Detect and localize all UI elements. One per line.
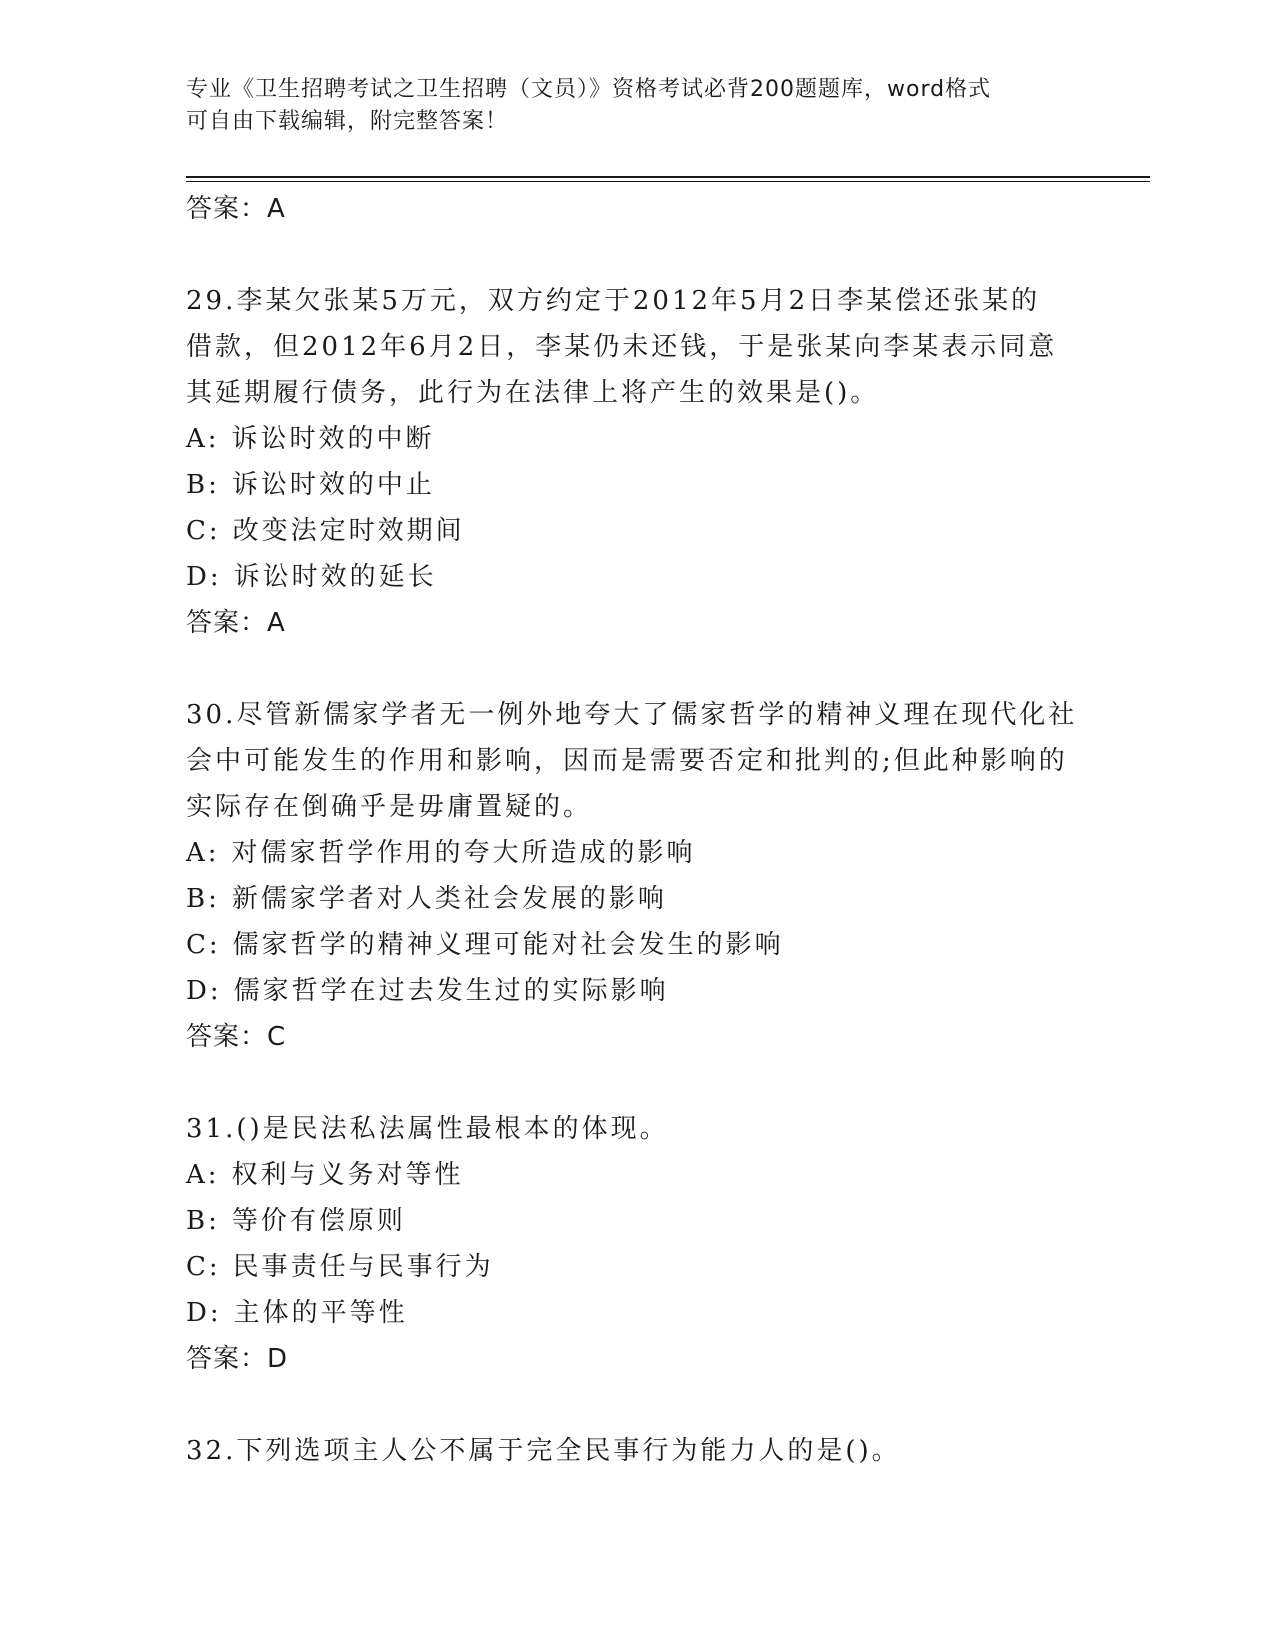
option-c bbox=[186, 1244, 1086, 1290]
question-line: 31.()是民法私法属性最根本的体现。 bbox=[186, 1114, 669, 1144]
header-line-2: 可自由下载编辑，附完整答案！ bbox=[186, 109, 509, 134]
question-line: 30.尽管新儒家学者无一例外地夸大了儒家哲学的精神义理在现代化社 bbox=[186, 700, 1078, 730]
question-text bbox=[186, 1106, 1086, 1152]
option-letter: B: bbox=[186, 470, 220, 500]
option-text: 诉讼时效的延长 bbox=[233, 562, 437, 592]
option-letter: C: bbox=[186, 516, 221, 546]
option-letter: C: bbox=[186, 1252, 221, 1282]
option-letter: A: bbox=[186, 424, 220, 454]
option-text: 改变法定时效期间 bbox=[232, 516, 465, 546]
question-line: 其延期履行债务，此行为在法律上将产生的效果是()。 bbox=[186, 378, 880, 408]
option-d bbox=[186, 968, 1086, 1014]
option-text: 儒家哲学在过去发生过的实际影响 bbox=[233, 976, 669, 1006]
question-text bbox=[186, 1428, 1086, 1474]
question-line: 会中可能发生的作用和影响，因而是需要否定和批判的;但此种影响的 bbox=[186, 746, 1068, 776]
answer-line: 答案：A bbox=[186, 608, 286, 638]
option-a bbox=[186, 1152, 1086, 1198]
option-letter: D: bbox=[186, 1298, 222, 1328]
option-letter: A: bbox=[186, 838, 220, 868]
option-d bbox=[186, 554, 1086, 600]
option-b bbox=[186, 1198, 1086, 1244]
question-text bbox=[186, 692, 1086, 830]
option-letter: D: bbox=[186, 562, 222, 592]
option-a bbox=[186, 416, 1086, 462]
answer-line: 答案：A bbox=[186, 194, 286, 224]
option-letter: A: bbox=[186, 1160, 220, 1190]
option-text: 诉讼时效的中断 bbox=[231, 424, 435, 454]
option-c bbox=[186, 508, 1086, 554]
option-text: 权利与义务对等性 bbox=[231, 1160, 464, 1190]
header-rule-thin bbox=[186, 181, 1150, 182]
document-header bbox=[186, 74, 1086, 138]
question-block-32 bbox=[186, 1428, 1086, 1474]
document-body bbox=[186, 186, 1086, 1474]
question-line: 29.李某欠张某5万元，双方约定于2012年5月2日李某偿还张某的 bbox=[186, 286, 1041, 316]
option-b bbox=[186, 462, 1086, 508]
header-rule-thick bbox=[186, 176, 1150, 178]
option-letter: D: bbox=[186, 976, 222, 1006]
option-b bbox=[186, 876, 1086, 922]
option-letter: B: bbox=[186, 1206, 220, 1236]
option-text: 民事责任与民事行为 bbox=[232, 1252, 494, 1282]
question-block-31 bbox=[186, 1106, 1086, 1382]
question-block-29 bbox=[186, 278, 1086, 646]
option-letter: B: bbox=[186, 884, 220, 914]
option-text: 主体的平等性 bbox=[233, 1298, 408, 1328]
option-c bbox=[186, 922, 1086, 968]
option-text: 诉讼时效的中止 bbox=[231, 470, 435, 500]
question-text bbox=[186, 278, 1086, 416]
option-text: 等价有偿原则 bbox=[231, 1206, 406, 1236]
option-text: 儒家哲学的精神义理可能对社会发生的影响 bbox=[232, 930, 784, 960]
option-text: 对儒家哲学作用的夸大所造成的影响 bbox=[231, 838, 696, 868]
option-a bbox=[186, 830, 1086, 876]
answer-line: 答案：C bbox=[186, 1022, 287, 1052]
option-letter: C: bbox=[186, 930, 221, 960]
question-line: 实际存在倒确乎是毋庸置疑的。 bbox=[186, 792, 593, 822]
question-line: 32.下列选项主人公不属于完全民事行为能力人的是()。 bbox=[186, 1436, 901, 1466]
header-line-1: 专业《卫生招聘考试之卫生招聘（文员）》资格考试必背200题题库，word格式 bbox=[186, 77, 992, 102]
question-line: 借款，但2012年6月2日，李某仍未还钱，于是张某向李某表示同意 bbox=[186, 332, 1058, 362]
option-text: 新儒家学者对人类社会发展的影响 bbox=[231, 884, 667, 914]
question-block-30 bbox=[186, 692, 1086, 1060]
option-d bbox=[186, 1290, 1086, 1336]
answer-line: 答案：D bbox=[186, 1344, 289, 1374]
